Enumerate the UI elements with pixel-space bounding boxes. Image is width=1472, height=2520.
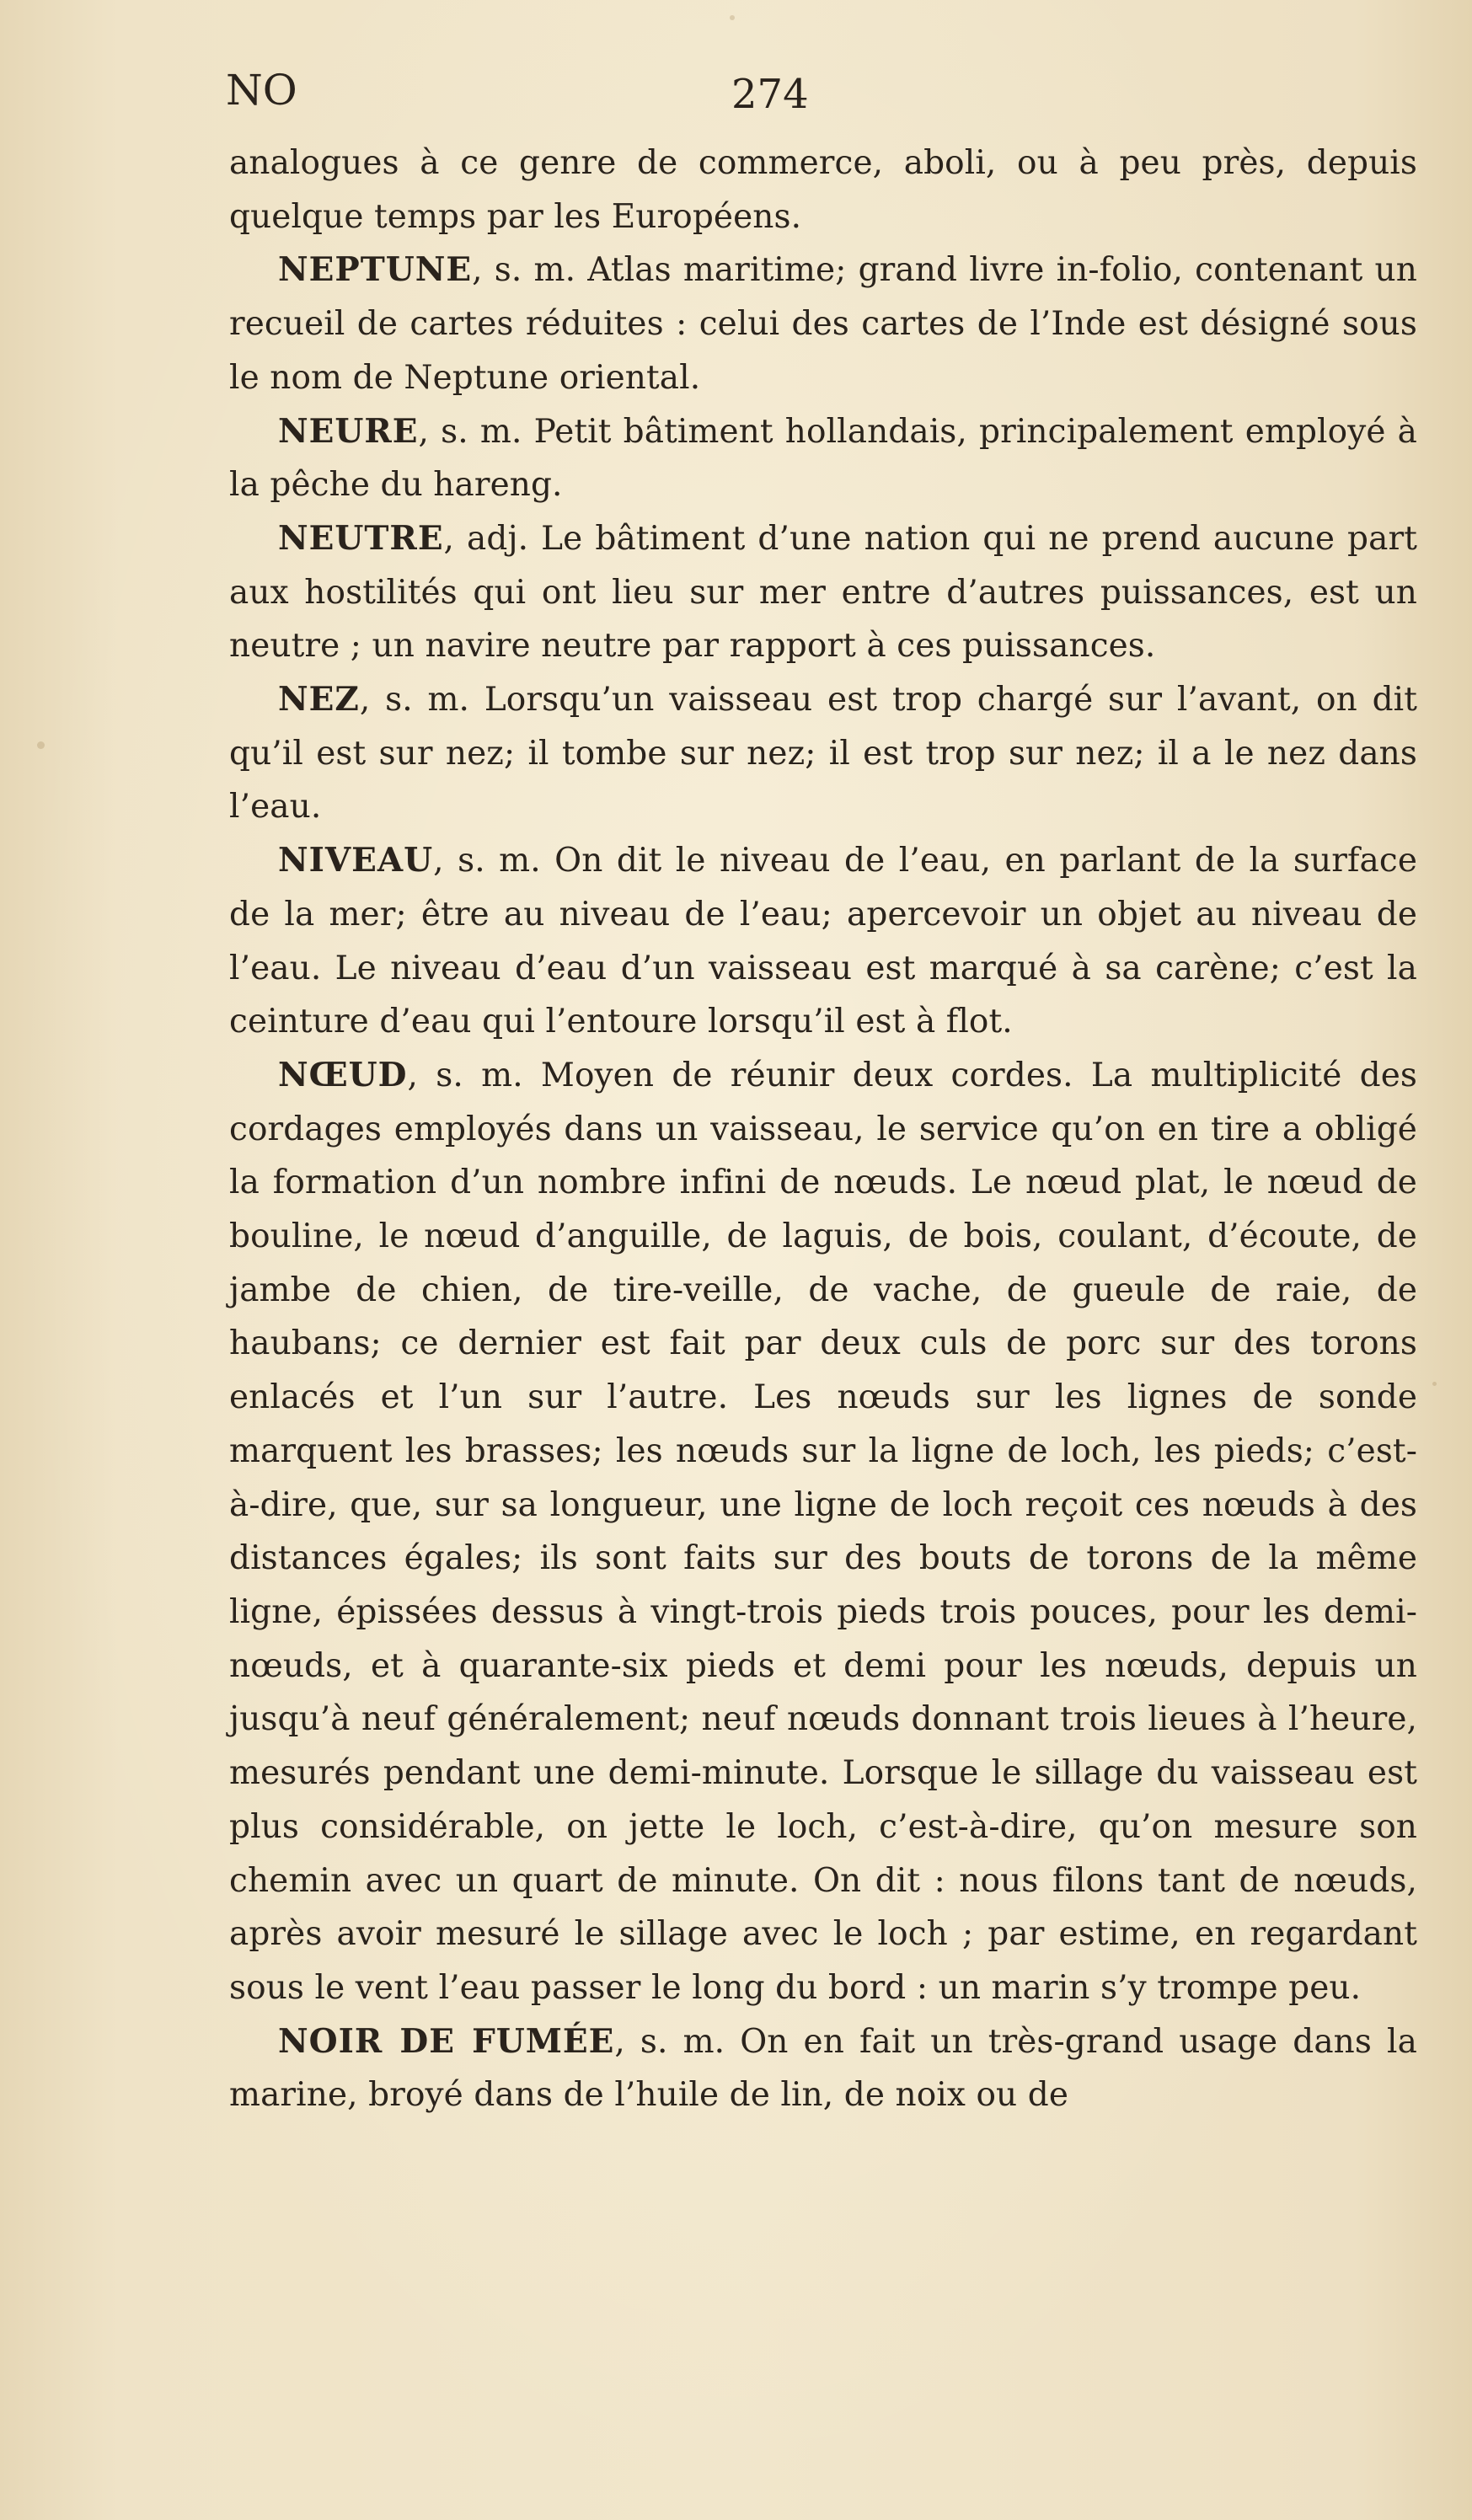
definition: , s. m. On en fait un très-grand usage dans la marine, broyé dans de l’huile de lin, de noix ou de	[229, 2022, 1417, 2115]
entry-nez	[229, 673, 1417, 834]
dictionary-text	[229, 136, 1417, 2122]
running-head	[226, 66, 1405, 125]
entry-neptune	[229, 243, 1417, 404]
definition: , s. m. Lorsqu’un vaisseau est trop chargé sur l’avant, on dit qu’il est sur nez; il tombe sur nez; il est trop sur nez; il a le nez dans l’eau.	[229, 681, 1417, 827]
definition: , s. m. Moyen de réunir deux cordes. La multiplicité des cordages employés dans un vaisseau, le service qu’on en tire a obligé la formation d’un nombre infini de nœuds. Le nœud plat, le nœud de bouline, le nœud d’anguille, de laguis, de bois, coulant, d’écoute, de jambe de chien, de tire-veille, de vache, de gueule de raie, de haubans; ce dernier est fait par deux culs de porc sur des torons enlacés et l’un sur l’autre. Les nœuds sur les lignes de sonde marquent les brasses; les nœuds sur la ligne de loch, les pieds; c’est-à-dire, que, sur sa longueur, une ligne de loch reçoit ces nœuds à des distances égales; ils sont faits sur des bouts de torons de la même ligne, épissées dessus à vingt-trois pieds trois pouces, pour les demi-nœuds, et à quarante-six pieds et demi pour les nœuds, depuis un jusqu’à neuf généralement; neuf nœuds donnant trois lieues à l’heure, mesurés pendant une demi-minute. Lorsque le sillage du vaisseau est plus considérable, on jette le loch, c’est-à-dire, qu’on mesure son chemin avec un quart de minute. On dit : nous filons tant de nœuds, après avoir mesuré le sillage avec le loch ; par estime, en regardant sous le vent l’eau passer le long du bord : un marin s’y trompe peu.	[229, 1056, 1417, 2007]
entry-neure	[229, 405, 1417, 512]
running-head-word: NO	[226, 66, 297, 115]
headword: NEURE	[278, 411, 419, 451]
headword: NŒUD	[278, 1055, 408, 1094]
entry-niveau	[229, 834, 1417, 1049]
page-number: 274	[731, 71, 809, 118]
definition: , s. m. On dit le niveau de l’eau, en parlant de la surface de la mer; être au niveau de l’eau; apercevoir un objet au niveau de l’eau. Le niveau d’eau d’un vaisseau est marqué à sa carène; c’est la ceinture d’eau qui l’entoure lorsqu’il est à flot.	[229, 842, 1417, 1041]
headword: NEZ	[278, 680, 360, 720]
entry-neutre	[229, 512, 1417, 673]
paper-stain	[37, 741, 45, 749]
headword: NEPTUNE	[278, 250, 473, 290]
headword: NIVEAU	[278, 841, 434, 880]
entry-noeud	[229, 1049, 1417, 2015]
headword: NOIR DE FUMÉE	[278, 2021, 615, 2061]
definition: , s. m. Petit bâtiment hollandais, principalement employé à la pêche du hareng.	[229, 412, 1417, 505]
continuation-paragraph: analogues à ce genre de commerce, aboli, ou à peu près, depuis quelque temps par les Européens.	[229, 144, 1417, 236]
headword: NEUTRE	[278, 518, 444, 558]
paper-stain	[730, 15, 735, 20]
definition: , s. m. Atlas maritime; grand livre in-folio, contenant un recueil de cartes réduites : celui des cartes de l’Inde est désigné sous le nom de Neptune oriental.	[229, 251, 1417, 397]
paper-stain	[1432, 1382, 1437, 1386]
definition: , adj. Le bâtiment d’une nation qui ne prend aucune part aux hostilités qui ont lieu sur mer entre d’autres puissances, est un neutre ; un navire neutre par rapport à ces puissances.	[229, 519, 1417, 666]
entry-noir-de-fumee	[229, 2015, 1417, 2122]
